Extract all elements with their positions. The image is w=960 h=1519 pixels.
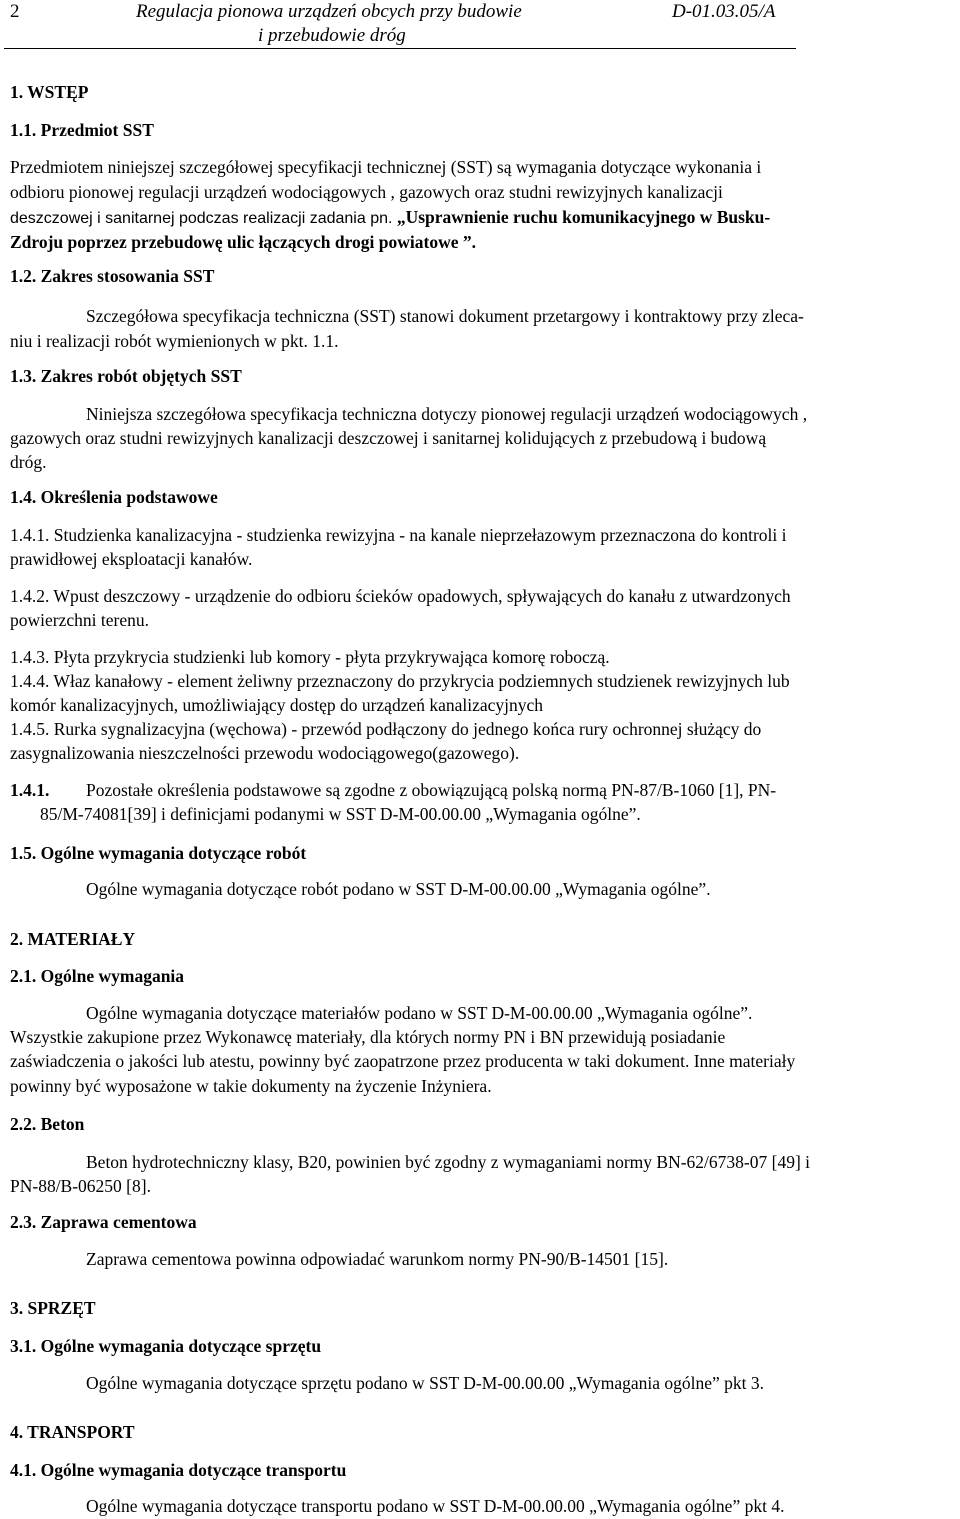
s11-line: Przedmiotem niniejszej szczegółowej specyfikacji technicznej (SST) są wymagania dotyczące wykonania i (10, 157, 762, 177)
section-1-4-heading: 1.4. Określenia podstawowe (10, 487, 218, 507)
s13-line: gazowych oraz studni rewizyjnych kanalizacji deszczowej i sanitarnej kolidujących z przebudową i budową (10, 428, 767, 448)
definition-line: powierzchni terenu. (10, 610, 149, 630)
section-2-heading: 2. MATERIAŁY (10, 929, 136, 949)
s22-line: PN-88/B-06250 [8]. (10, 1176, 151, 1196)
s12-line: niu i realizacji robót wymienionych w pkt. 1.1. (10, 331, 339, 351)
definition-line: 1.4.2. Wpust deszczowy - urządzenie do odbioru ścieków opadowych, spływających do kanału z utwardzonych (10, 586, 791, 606)
header-title-line2: i przebudowie dróg (258, 25, 406, 46)
section-1-heading: 1. WSTĘP (10, 82, 89, 102)
s13-line: Niniejsza szczegółowa specyfikacja techniczna dotyczy pionowej regulacji urządzeń wodociągowych , (86, 404, 808, 424)
section-1-1-heading: 1.1. Przedmiot SST (10, 120, 154, 140)
s11-line-part: deszczowej i sanitarnej podczas realizacji zadania pn. (10, 210, 393, 227)
s22-line: Beton hydrotechniczny klasy, B20, powinien być zgodny z wymaganiami normy BN-62/6738-07 [49] i (86, 1152, 811, 1172)
section-1-5-heading: 1.5. Ogólne wymagania dotyczące robót (10, 843, 307, 863)
definition-line: 85/M-74081[39] i definicjami podanymi w SST D-M-00.00.00 „Wymagania ogólne”. (40, 804, 641, 824)
definition-line: Pozostałe określenia podstawowe są zgodne z obowiązującą polską normą PN-87/B-1060 [1], PN- (86, 780, 777, 800)
s12-line: Szczegółowa specyfikacja techniczna (SST) stanowi dokument przetargowy i kontraktowy przy zleca- (86, 306, 804, 326)
section-1-2-heading: 1.2. Zakres stosowania SST (10, 266, 215, 286)
s41-line: Ogólne wymagania dotyczące transportu podano w SST D-M-00.00.00 „Wymagania ogólne” pkt 4. (86, 1496, 785, 1516)
section-4-heading: 4. TRANSPORT (10, 1422, 135, 1442)
s11-line (10, 205, 770, 231)
s21-line: zaświadczenia o jakości lub atestu, powinny być zaopatrzone przez producenta w taki dokument. Inne materiały (10, 1051, 796, 1071)
section-2-2-heading: 2.2. Beton (10, 1114, 85, 1134)
header-code: D-01.03.05/A (672, 1, 776, 22)
s11-line: odbioru pionowej regulacji urządzeń wodociągowych , gazowych oraz studni rewizyjnych kanalizacji (10, 182, 723, 202)
section-3-1-heading: 3.1. Ogólne wymagania dotyczące sprzętu (10, 1336, 322, 1356)
project-title-start: „Usprawnienie ruchu komunikacyjnego w Busku- (392, 207, 771, 227)
definition-line: 1.4.1. Studzienka kanalizacyjna - studzienka rewizyjna - na kanale nieprzełazowym przeznaczona do kontroli i (10, 525, 787, 545)
project-title-end: Zdroju poprzez przebudowę ulic łączących drogi powiatowe ”. (10, 232, 476, 252)
s21-line: powinny być wyposażone w takie dokumenty na życzenie Inżyniera. (10, 1076, 492, 1096)
section-3-heading: 3. SPRZĘT (10, 1298, 96, 1318)
s15-line: Ogólne wymagania dotyczące robót podano w SST D-M-00.00.00 „Wymagania ogólne”. (86, 879, 711, 899)
page-number: 2 (10, 1, 20, 22)
definition-line: komór kanalizacyjnych, umożliwiający dostęp do urządzeń kanalizacyjnych (10, 695, 544, 715)
header-rule (4, 48, 796, 49)
s23-line: Zaprawa cementowa powinna odpowiadać warunkom normy PN-90/B-14501 [15]. (86, 1249, 669, 1269)
section-2-1-heading: 2.1. Ogólne wymagania (10, 966, 185, 986)
definition-number: 1.4.1. (10, 780, 50, 800)
header-title-line1: Regulacja pionowa urządzeń obcych przy budowie (136, 1, 522, 22)
section-4-1-heading: 4.1. Ogólne wymagania dotyczące transportu (10, 1460, 347, 1480)
definition-line: 1.4.5. Rurka sygnalizacyjna (węchowa) - przewód podłączony do jednego końca rury ochronnej służący do (10, 719, 762, 739)
definition-line: zasygnalizowania nieszczelności przewodu wodociągowego(gazowego). (10, 743, 520, 763)
s21-line: Wszystkie zakupione przez Wykonawcę materiały, dla których normy PN i BN przewidują posiadanie (10, 1027, 726, 1047)
section-1-3-heading: 1.3. Zakres robót objętych SST (10, 366, 242, 386)
s21-line: Ogólne wymagania dotyczące materiałów podano w SST D-M-00.00.00 „Wymagania ogólne”. (86, 1003, 753, 1023)
section-2-3-heading: 2.3. Zaprawa cementowa (10, 1212, 197, 1232)
definition-line: prawidłowej eksploatacji kanałów. (10, 549, 253, 569)
s31-line: Ogólne wymagania dotyczące sprzętu podano w SST D-M-00.00.00 „Wymagania ogólne” pkt 3. (86, 1373, 765, 1393)
s13-line: dróg. (10, 452, 47, 472)
definition-line: 1.4.3. Płyta przykrycia studzienki lub komory - płyta przykrywająca komorę roboczą. (10, 647, 610, 667)
definition-line: 1.4.4. Właz kanałowy - element żeliwny przeznaczony do przykrycia podziemnych studzienek rewizyjnych lub (10, 671, 790, 691)
